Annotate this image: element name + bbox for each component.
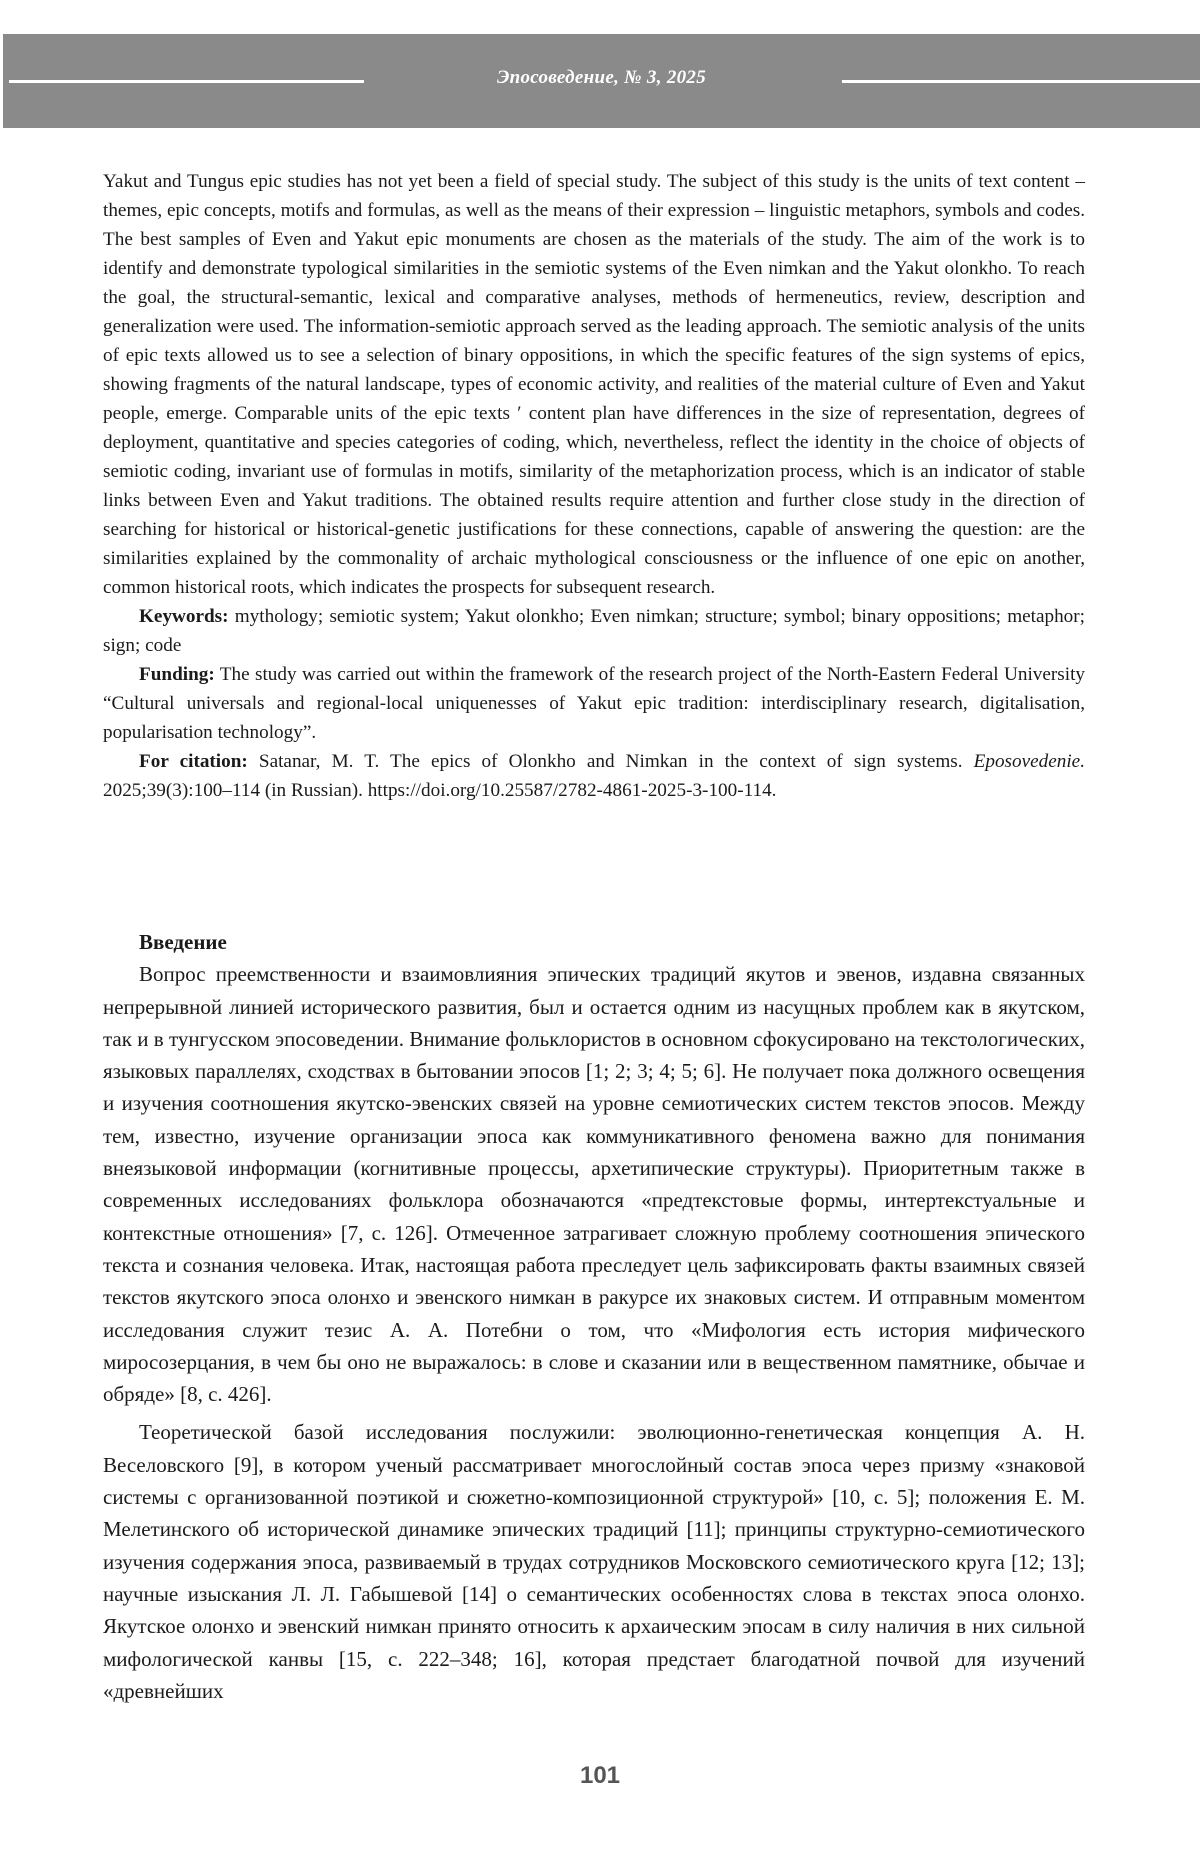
funding: [103, 660, 1085, 747]
journal-title: Эпосоведение, № 3, 2025: [496, 67, 707, 88]
running-header: [3, 34, 1200, 128]
abstract-section: [103, 167, 1085, 805]
keywords: [103, 602, 1085, 660]
page-number: 101: [579, 1762, 621, 1789]
citation-label: For citation:: [139, 751, 248, 772]
keywords-text: mythology; semiotic system; Yakut olonkho; Even nimkan; structure; symbol; binary oppositions; metaphor; sign; code: [103, 606, 1085, 656]
citation-text-before: Satanar, M. T. The epics of Olonkho and Nimkan in the context of sign systems.: [258, 751, 963, 772]
paragraph: Вопрос преемственности и взаимовлияния эпических традиций якутов и эвенов, издавна связанных непрерывной линией исторического развития, был и остается одним из насущных проблем как в якутском, так и в тунгусском эпосоведении. Внимание фольклористов в основном сфокусировано на текстологических, языковых параллелях, сходствах в бытовании эпосов [1; 2; 3; 4; 5; 6]. Не получает пока должного освещения и изучения соотношения якутско-эвенских связей на уровне семиотических систем текстов эпосов. Между тем, известно, изучение организации эпоса как коммуникативного феномена важно для понимания внеязыковой информации (когнитивные процессы, архетипические структуры). Приоритетным также в современных исследованиях фольклора обозначаются «предтекстовые формы, интертекстуальные и контекстные отношения» [7, с. 126]. Отмеченное затрагивает сложную проблему соотношения эпического текста и сознания человека. Итак, настоящая работа преследует цель зафиксировать факты взаимных связей текстов якутского эпоса олонхо и эвенского нимкан в ракурсе их знаковых систем. И отправным моментом исследования служит тезис А. А. Потебни о том, что «Мифология есть история мифического миросозерцания, в чем бы оно не выражалось: в слове и сказании или в вещественном памятнике, обычае и обряде» [8, с. 426].: [103, 962, 1085, 1407]
abstract-text: Yakut and Tungus epic studies has not yet been a field of special study. The subject of this study is the units of text content – themes, epic concepts, motifs and formulas, as well as the means of their expression – linguistic metaphors, symbols and codes. The best samples of Even and Yakut epic monuments are chosen as the materials of the study. The aim of the work is to identify and demonstrate typological similarities in the semiotic systems of the Even nimkan and the Yakut olonkho. To reach the goal, the structural-semantic, lexical and comparative analyses, methods of hermeneutics, review, description and generalization were used. The information-semiotic approach served as the leading approach. The semiotic analysis of the units of epic texts allowed us to see a selection of binary oppositions, in which the specific features of the sign systems of epics, showing fragments of the natural landscape, types of economic activity, and realities of the material culture of Even and Yakut people, emerge. Comparable units of the epic texts ′ content plan have differences in the size of representation, degrees of deployment, quantitative and species categories of coding, which, nevertheless, reflect the identity in the choice of objects of semiotic coding, invariant use of formulas in motifs, similarity of the metaphorization process, which is an indicator of stable links between Even and Yakut traditions. The obtained results require attention and further close study in the direction of searching for historical or historical-genetic justifications for these connections, capable of answering the question: are the similarities explained by the commonality of archaic mythological consciousness or the influence of one epic on another, common historical roots, which indicates the prospects for subsequent research.: [103, 171, 1085, 598]
header-rule-right: [842, 80, 1200, 83]
paragraph: Теоретической базой исследования послужили: эволюционно-генетическая концепция А. Н. Веселовского [9], в котором ученый рассматривает многослойный состав эпоса через призму «знаковой системы с организованной поэтикой и сюжетно-композиционной структурой» [10, с. 5]; положения Е. М. Мелетинского об исторической динамике эпических традиций [11]; принципы структурно-семиотического изучения содержания эпоса, развиваемый в трудах сотрудников Московского семиотического круга [12; 13]; научные изыскания Л. Л. Габышевой [14] о семантических особенностях слова в текстах эпоса олонхо. Якутское олонхо и эвенский нимкан принято относить к архаическим эпосам в силу наличия в них сильной мифологической канвы [15, с. 222–348; 16], которая предстает благодатной почвой для изучений «древнейших: [103, 1420, 1085, 1703]
funding-text: The study was carried out within the framework of the research project of the North-Eastern Federal University “Cultural universals and regional-local uniquenesses of Yakut epic tradition: interdisciplinary research, digitalisation, popularisation technology”.: [103, 664, 1085, 743]
section-heading: Введение: [139, 930, 227, 954]
funding-label: Funding:: [139, 664, 215, 685]
citation-journal: Eposovedenie.: [973, 751, 1085, 772]
introduction-section: [103, 926, 1085, 1713]
keywords-label: Keywords:: [139, 606, 229, 627]
citation-text-after: 2025;39(3):100–114 (in Russian). https://doi.org/10.25587/2782-4861-2025-3-100-114.: [103, 780, 777, 801]
citation: [103, 747, 1085, 805]
